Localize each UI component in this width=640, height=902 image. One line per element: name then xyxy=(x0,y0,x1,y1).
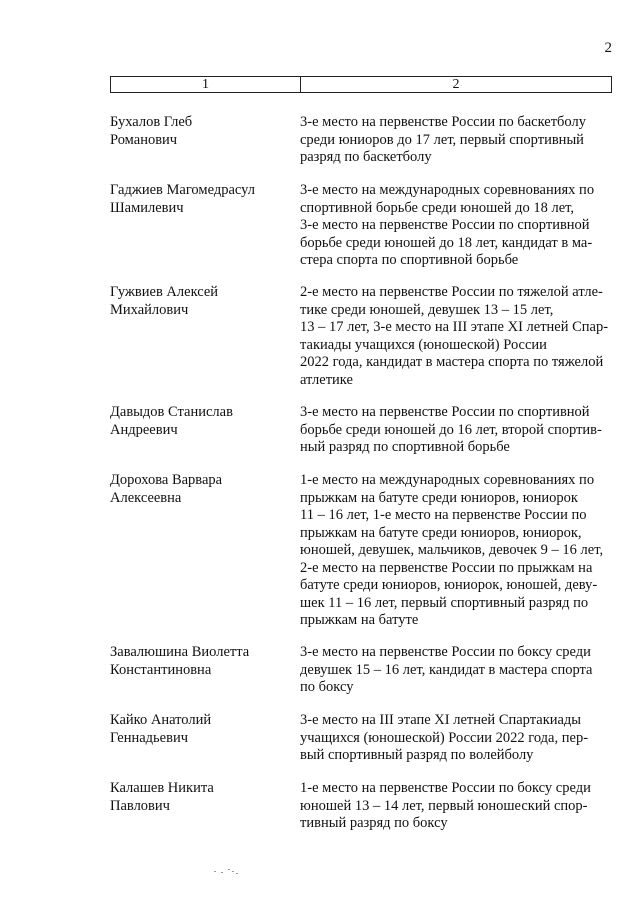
entry-name xyxy=(110,472,290,507)
entry-description-line: 11 – 16 лет, 1-е место на первенстве России по xyxy=(300,507,587,523)
entry-description-line: батуте среди юниоров, юниорок, юношей, деву- xyxy=(300,577,598,593)
entry-name-line: Калашев Никита xyxy=(110,780,214,796)
entry-name xyxy=(110,182,290,217)
entry-description-line: учащихся (юношеской) России 2022 года, пер- xyxy=(300,729,589,746)
entry-description-line: юношей, девушек, мальчиков, девочек 9 – 16 лет, xyxy=(300,542,604,558)
entry-description-line: прыжкам на батуте среди юниоров, юниорок, xyxy=(300,524,582,541)
entry-description-line: 3-е место на первенстве России по боксу среди xyxy=(300,644,591,660)
entry-description-line: 3-е место на первенстве России по спортивной xyxy=(300,404,590,420)
entry-description-line: ный разряд по спортивной борьбе xyxy=(300,439,510,455)
entry-name-line: Романович xyxy=(110,131,178,148)
entry-name-line: Шамилевич xyxy=(110,199,184,216)
entry-description-line: прыжкам на батуте xyxy=(300,612,419,628)
entry-description-line: 2022 года, кандидат в мастера спорта по тяжелой xyxy=(300,354,604,370)
entry-description xyxy=(300,182,612,270)
entry-description-line: юношей 13 – 14 лет, первый юношеский спор- xyxy=(300,797,588,814)
entry-name xyxy=(110,404,290,439)
entry-name-line: Гаджиев Магомедрасул xyxy=(110,182,255,198)
entry-description-line: борьбе среди юношей до 16 лет, второй спортив- xyxy=(300,421,602,438)
entry-description-line: 3-е место на III этапе XI летней Спартакиады xyxy=(300,712,582,728)
entry-description-line: такиады учащихся (юношеской) России xyxy=(300,336,547,353)
table-header-col-2: 2 xyxy=(452,76,460,92)
entry-name-line: Михайлович xyxy=(110,301,189,318)
entry-description-line: тивный разряд по боксу xyxy=(300,815,448,831)
entry-name-line: Гужвиев Алексей xyxy=(110,284,219,300)
entry-description-line: стера спорта по спортивной борьбе xyxy=(300,252,519,268)
scan-speck xyxy=(214,868,244,874)
page-number: 2 xyxy=(604,40,612,56)
entry-description-line: 2-е место на первенстве России по прыжкам на xyxy=(300,559,593,576)
entry-description-line: 1-е место на первенстве России по боксу среди xyxy=(300,780,591,796)
entry-name-line: Бухалов Глеб xyxy=(110,114,193,130)
entry-description-line: вый спортивный разряд по волейболу xyxy=(300,747,534,763)
entry-name-line: Андреевич xyxy=(110,421,178,438)
entry-name-line: Павлович xyxy=(110,797,170,814)
entry-name xyxy=(110,114,290,149)
entry-description-line: спортивной борьбе среди юношей до 18 лет, xyxy=(300,199,575,216)
entry-name xyxy=(110,644,290,679)
entry-description-line: разряд по баскетболу xyxy=(300,149,432,165)
entry-description-line: борьбе среди юношей до 18 лет, кандидат в ма- xyxy=(300,234,593,251)
entry-name-line: Константиновна xyxy=(110,661,212,678)
entry-description xyxy=(300,114,612,167)
entry-description-line: шек 11 – 16 лет, первый спортивный разряд по xyxy=(300,594,589,611)
entry-name-line: Дорохова Варвара xyxy=(110,472,223,488)
entry-description-line: девушек 15 – 16 лет, кандидат в мастера спорта xyxy=(300,661,593,678)
entry-description xyxy=(300,472,612,630)
entry-description-line: тике среди юношей, девушек 13 – 15 лет, xyxy=(300,301,554,318)
entry-description xyxy=(300,644,612,697)
entry-description-line: по боксу xyxy=(300,679,354,695)
entry-name-line: Кайко Анатолий xyxy=(110,712,212,728)
entry-description-line: 2-е место на первенстве России по тяжелой атле- xyxy=(300,284,603,300)
entry-name-line: Геннадьевич xyxy=(110,729,188,746)
entry-description xyxy=(300,404,612,457)
entry-description-line: 3-е место на первенстве России по баскетболу xyxy=(300,114,586,130)
entry-description-line: прыжкам на батуте среди юниоров, юниорок xyxy=(300,489,578,506)
entry-name-line: Завалюшина Виолетта xyxy=(110,644,250,660)
entry-name xyxy=(110,712,290,747)
entry-name xyxy=(110,780,290,815)
entry-description-line: 1-е место на международных соревнованиях по xyxy=(300,472,595,488)
entry-name xyxy=(110,284,290,319)
entry-description xyxy=(300,712,612,765)
entry-description-line: 3-е место на первенстве России по спортивной xyxy=(300,217,590,233)
entry-description xyxy=(300,780,612,833)
entry-name-line: Алексеевна xyxy=(110,489,182,506)
entry-description-line: 13 – 17 лет, 3-е место на III этапе XI летней Спар- xyxy=(300,319,609,335)
table-header-col-1: 1 xyxy=(111,77,301,92)
entry-description-line: 3-е место на международных соревнованиях по xyxy=(300,182,595,198)
entry-description-line: среди юниоров до 17 лет, первый спортивный xyxy=(300,131,584,148)
entry-description xyxy=(300,284,612,389)
entry-name-line: Давыдов Станислав xyxy=(110,404,233,420)
entry-description-line: атлетике xyxy=(300,371,353,388)
table-header xyxy=(110,76,612,93)
